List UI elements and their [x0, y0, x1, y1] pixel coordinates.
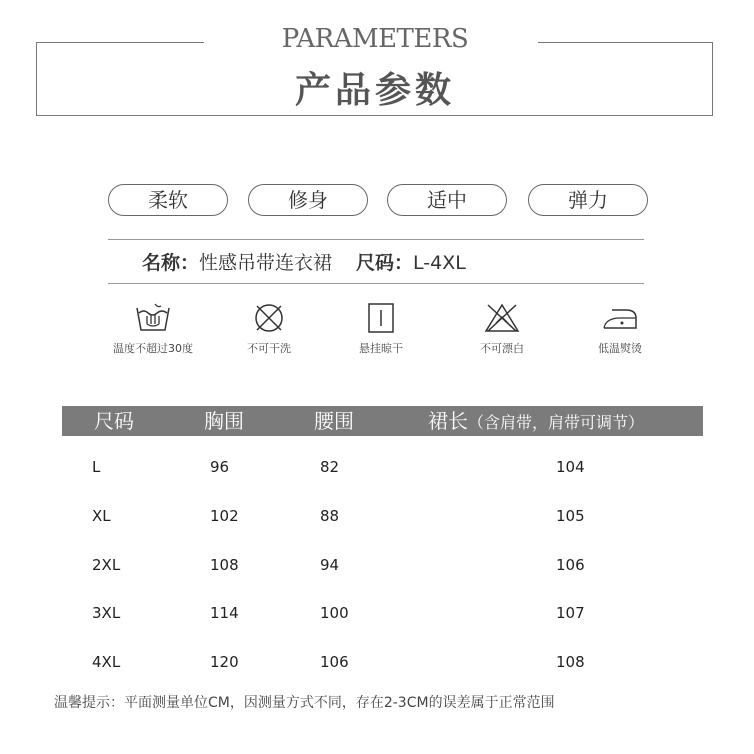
care-label-wash: 温度不超过30度: [113, 342, 193, 355]
header-length-label: 裙长: [428, 409, 468, 433]
header-frame-bottom: [36, 115, 713, 116]
feature-pill-slim: 修身: [248, 184, 368, 216]
table-cell: 106: [556, 556, 585, 574]
care-item-no-bleach: [447, 302, 557, 356]
name-label: 名称：: [142, 252, 200, 274]
table-cell: 107: [556, 604, 585, 622]
no-bleach-icon: [482, 302, 522, 334]
care-item-wash: [98, 302, 208, 356]
table-cell: L: [92, 458, 101, 476]
care-label-low-iron: 低温熨烫: [598, 342, 642, 355]
header-size: 尺码: [94, 409, 134, 433]
table-cell: 96: [210, 458, 230, 476]
measurement-note: 温馨提示：平面测量单位CM，因测量方式不同，存在2-3CM的误差属于正常范围: [54, 695, 555, 711]
header-waist: 腰围: [314, 409, 354, 433]
table-cell: 108: [556, 653, 585, 671]
size-label: 尺码：: [356, 252, 414, 274]
care-item-low-iron: [565, 302, 675, 356]
size-table-header: [62, 406, 703, 436]
table-cell: 88: [320, 507, 340, 525]
hang-dry-icon: [361, 302, 401, 334]
wash-30-icon: [133, 302, 173, 334]
header-length: [428, 408, 644, 436]
care-label-hang-dry: 悬挂晾干: [359, 342, 403, 355]
divider-top: [108, 239, 644, 240]
title-english: PARAMETERS: [281, 24, 469, 54]
table-cell: 94: [320, 556, 340, 574]
table-cell: 2XL: [92, 556, 121, 574]
header-bust: 胸围: [204, 409, 244, 433]
feature-pill-medium: 适中: [387, 184, 507, 216]
table-cell: 114: [210, 604, 239, 622]
care-item-hang-dry: [326, 302, 436, 356]
no-dry-clean-icon: [249, 302, 289, 334]
table-cell: 3XL: [92, 604, 121, 622]
table-cell: 104: [556, 458, 585, 476]
size-value: L-4XL: [413, 252, 466, 274]
care-item-no-dry-clean: [214, 302, 324, 356]
divider-bottom: [108, 283, 644, 284]
table-cell: 105: [556, 507, 585, 525]
table-cell: 106: [320, 653, 349, 671]
table-cell: 108: [210, 556, 239, 574]
table-cell: 100: [320, 604, 349, 622]
title-chinese: 产品参数: [294, 70, 455, 111]
feature-pill-soft: 柔软: [108, 184, 228, 216]
care-label-no-bleach: 不可漂白: [480, 342, 524, 355]
name-value: 性感吊带连衣裙: [199, 252, 333, 274]
table-cell: 102: [210, 507, 239, 525]
product-info-row: [142, 248, 466, 275]
feature-pill-stretch: 弹力: [528, 184, 648, 216]
table-cell: 4XL: [92, 653, 121, 671]
header-length-note: （含肩带，肩带可调节）: [468, 413, 645, 432]
table-cell: XL: [92, 507, 111, 525]
table-cell: 82: [320, 458, 340, 476]
low-iron-icon: [600, 302, 640, 334]
care-label-no-dry-clean: 不可干洗: [247, 342, 291, 355]
table-cell: 120: [210, 653, 239, 671]
